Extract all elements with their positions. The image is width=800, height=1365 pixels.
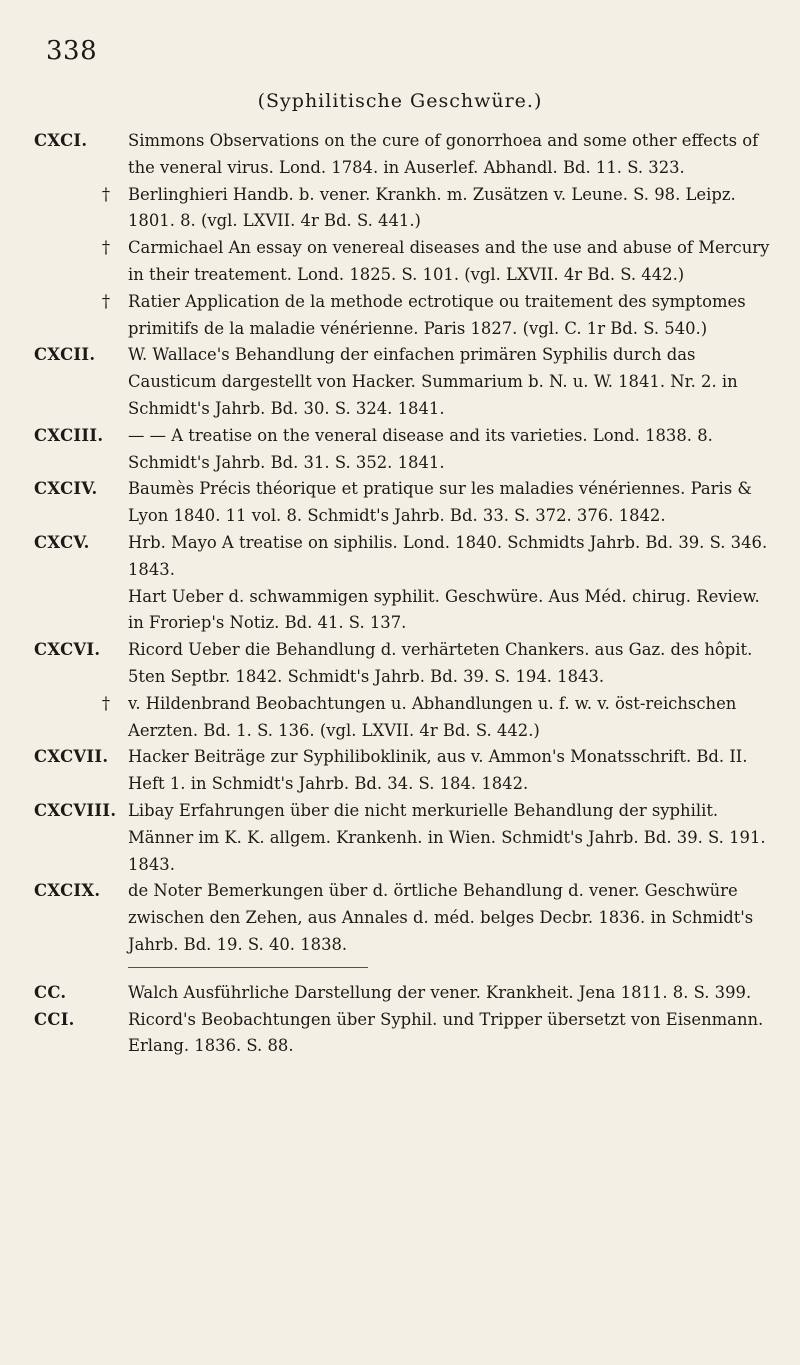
entry-cxciv — [34, 476, 772, 530]
entry-number: CXCVIII. — [34, 800, 117, 820]
entry-number: CXCI. — [34, 131, 88, 150]
sub-entry-carmichael — [34, 235, 772, 289]
sub-entry-berlinghieri — [34, 182, 772, 236]
entry-text: v. Hildenbrand Beobachtungen u. Abhandlungen u. f. w. v. öst-reichschen Aerzten. Bd. 1. S. 136. (vgl. LXVII. 4r Bd. S. 442.) — [128, 693, 737, 740]
entry-cxcvii — [34, 744, 772, 798]
entry-number: CXCIX. — [34, 881, 101, 901]
dagger-mark: † — [101, 238, 111, 258]
entry-text: W. Wallace's Behandlung der einfachen primären Syphilis durch das Causticum dargestellt von Hacker. Summarium b. N. u. W. 1841. Nr. 2. in Schmidt's Jahrb. Bd. 30. S. 324. 1841. — [128, 345, 738, 418]
page-number: 338 — [46, 36, 98, 66]
entry-text: Hrb. Mayo A treatise on siphilis. Lond. 1840. Schmidts Jahrb. Bd. 39. S. 346. 1843. — [128, 532, 768, 579]
entry-number: CXCV. — [34, 532, 90, 552]
entry-text: Ratier Application de la methode ectrotique ou traitement des symptomes primitifs de la maladie vénérienne. Paris 1827. (vgl. C. 1r Bd. S. 540.) — [128, 291, 746, 338]
entry-text: Libay Erfahrungen über die nicht merkurielle Behandlung der syphilit. Männer im K. K. allgem. Krankenh. in Wien. Schmidt's Jahrb. Bd. 39. S. 191. 1843. — [128, 800, 766, 874]
entry-number: CXCIII. — [34, 425, 104, 445]
entry-text: Berlinghieri Handb. b. vener. Krankh. m. Zusätzen v. Leune. S. 98. Leipz. 1801. 8. (vgl. LXVII. 4r Bd. S. 441.) — [128, 184, 736, 231]
bibliography-list — [34, 128, 772, 1060]
entry-cxcv — [34, 530, 772, 584]
entry-cxcvi — [34, 637, 772, 691]
entry-text: de Noter Bemerkungen über d. örtliche Behandlung d. vener. Geschwüre zwischen den Zehen, aus Annales d. méd. belges Decbr. 1836. in Schmidt's Jahrb. Bd. 19. S. 40. 1838. — [128, 881, 754, 954]
entry-text: Simmons Observations on the cure of gonorrhoea and some other effects of the veneral virus. Lond. 1784. in Auserlef. Abhandl. Bd. 11. S. 323. — [128, 131, 759, 177]
entry-cxcviii — [34, 798, 772, 878]
entry-cxciii — [34, 423, 772, 477]
entry-text: — — A treatise on the veneral disease and its varieties. Lond. 1838. 8. Schmidt's Jahrb. Bd. 31. S. 352. 1841. — [128, 425, 713, 472]
entry-cxcii — [34, 342, 772, 422]
entry-text: Hacker Beiträge zur Syphiliboklinik, aus v. Ammon's Monatsschrift. Bd. II. Heft 1. in Schmidt's Jahrb. Bd. 34. S. 184. 1842. — [128, 747, 748, 794]
entry-number: CXCVII. — [34, 747, 109, 767]
entry-number: CXCII. — [34, 345, 96, 365]
entry-cci — [34, 1007, 772, 1061]
entry-text: Ricord Ueber die Behandlung d. verhärteten Chankers. aus Gaz. des hôpit. 5ten Septbr. 1842. Schmidt's Jahrb. Bd. 39. S. 194. 1843. — [128, 640, 753, 686]
entry-text: Ricord's Beobachtungen über Syphil. und Tripper übersetzt von Eisenmann. Erlang. 1836. S. 88. — [128, 1009, 764, 1056]
sub-entry-hildenbrand — [34, 691, 772, 745]
entry-number: CXCVI. — [34, 640, 101, 660]
sub-entry-ratier — [34, 289, 772, 343]
dagger-mark: † — [101, 291, 111, 311]
entry-number: CC. — [34, 982, 67, 1002]
dagger-mark: † — [101, 693, 111, 713]
entry-text: Carmichael An essay on venereal diseases and the use and abuse of Mercury in their treatement. Lond. 1825. S. 101. (vgl. LXVII. 4r Bd. S. 442.) — [128, 238, 770, 284]
entry-cxcix — [34, 878, 772, 958]
sub-entry-hart — [34, 584, 772, 638]
entry-cc — [34, 980, 772, 1007]
entry-text: Walch Ausführliche Darstellung der vener. Krankheit. Jena 1811. 8. S. 399. — [128, 982, 752, 1002]
dagger-mark: † — [101, 184, 111, 204]
entry-cxci — [34, 128, 772, 182]
section-divider — [128, 967, 368, 968]
running-head: (Syphilitische Geschwüre.) — [257, 90, 543, 112]
entry-number: CXCIV. — [34, 479, 98, 499]
entry-text: Baumès Précis théorique et pratique sur les maladies vénériennes. Paris & Lyon 1840. 11 vol. 8. Schmidt's Jahrb. Bd. 33. S. 372. 376. 1842. — [128, 479, 752, 526]
entry-number: CCI. — [34, 1009, 75, 1029]
entry-text: Hart Ueber d. schwammigen syphilit. Geschwüre. Aus Méd. chirug. Review. in Froriep's Notiz. Bd. 41. S. 137. — [128, 586, 760, 633]
